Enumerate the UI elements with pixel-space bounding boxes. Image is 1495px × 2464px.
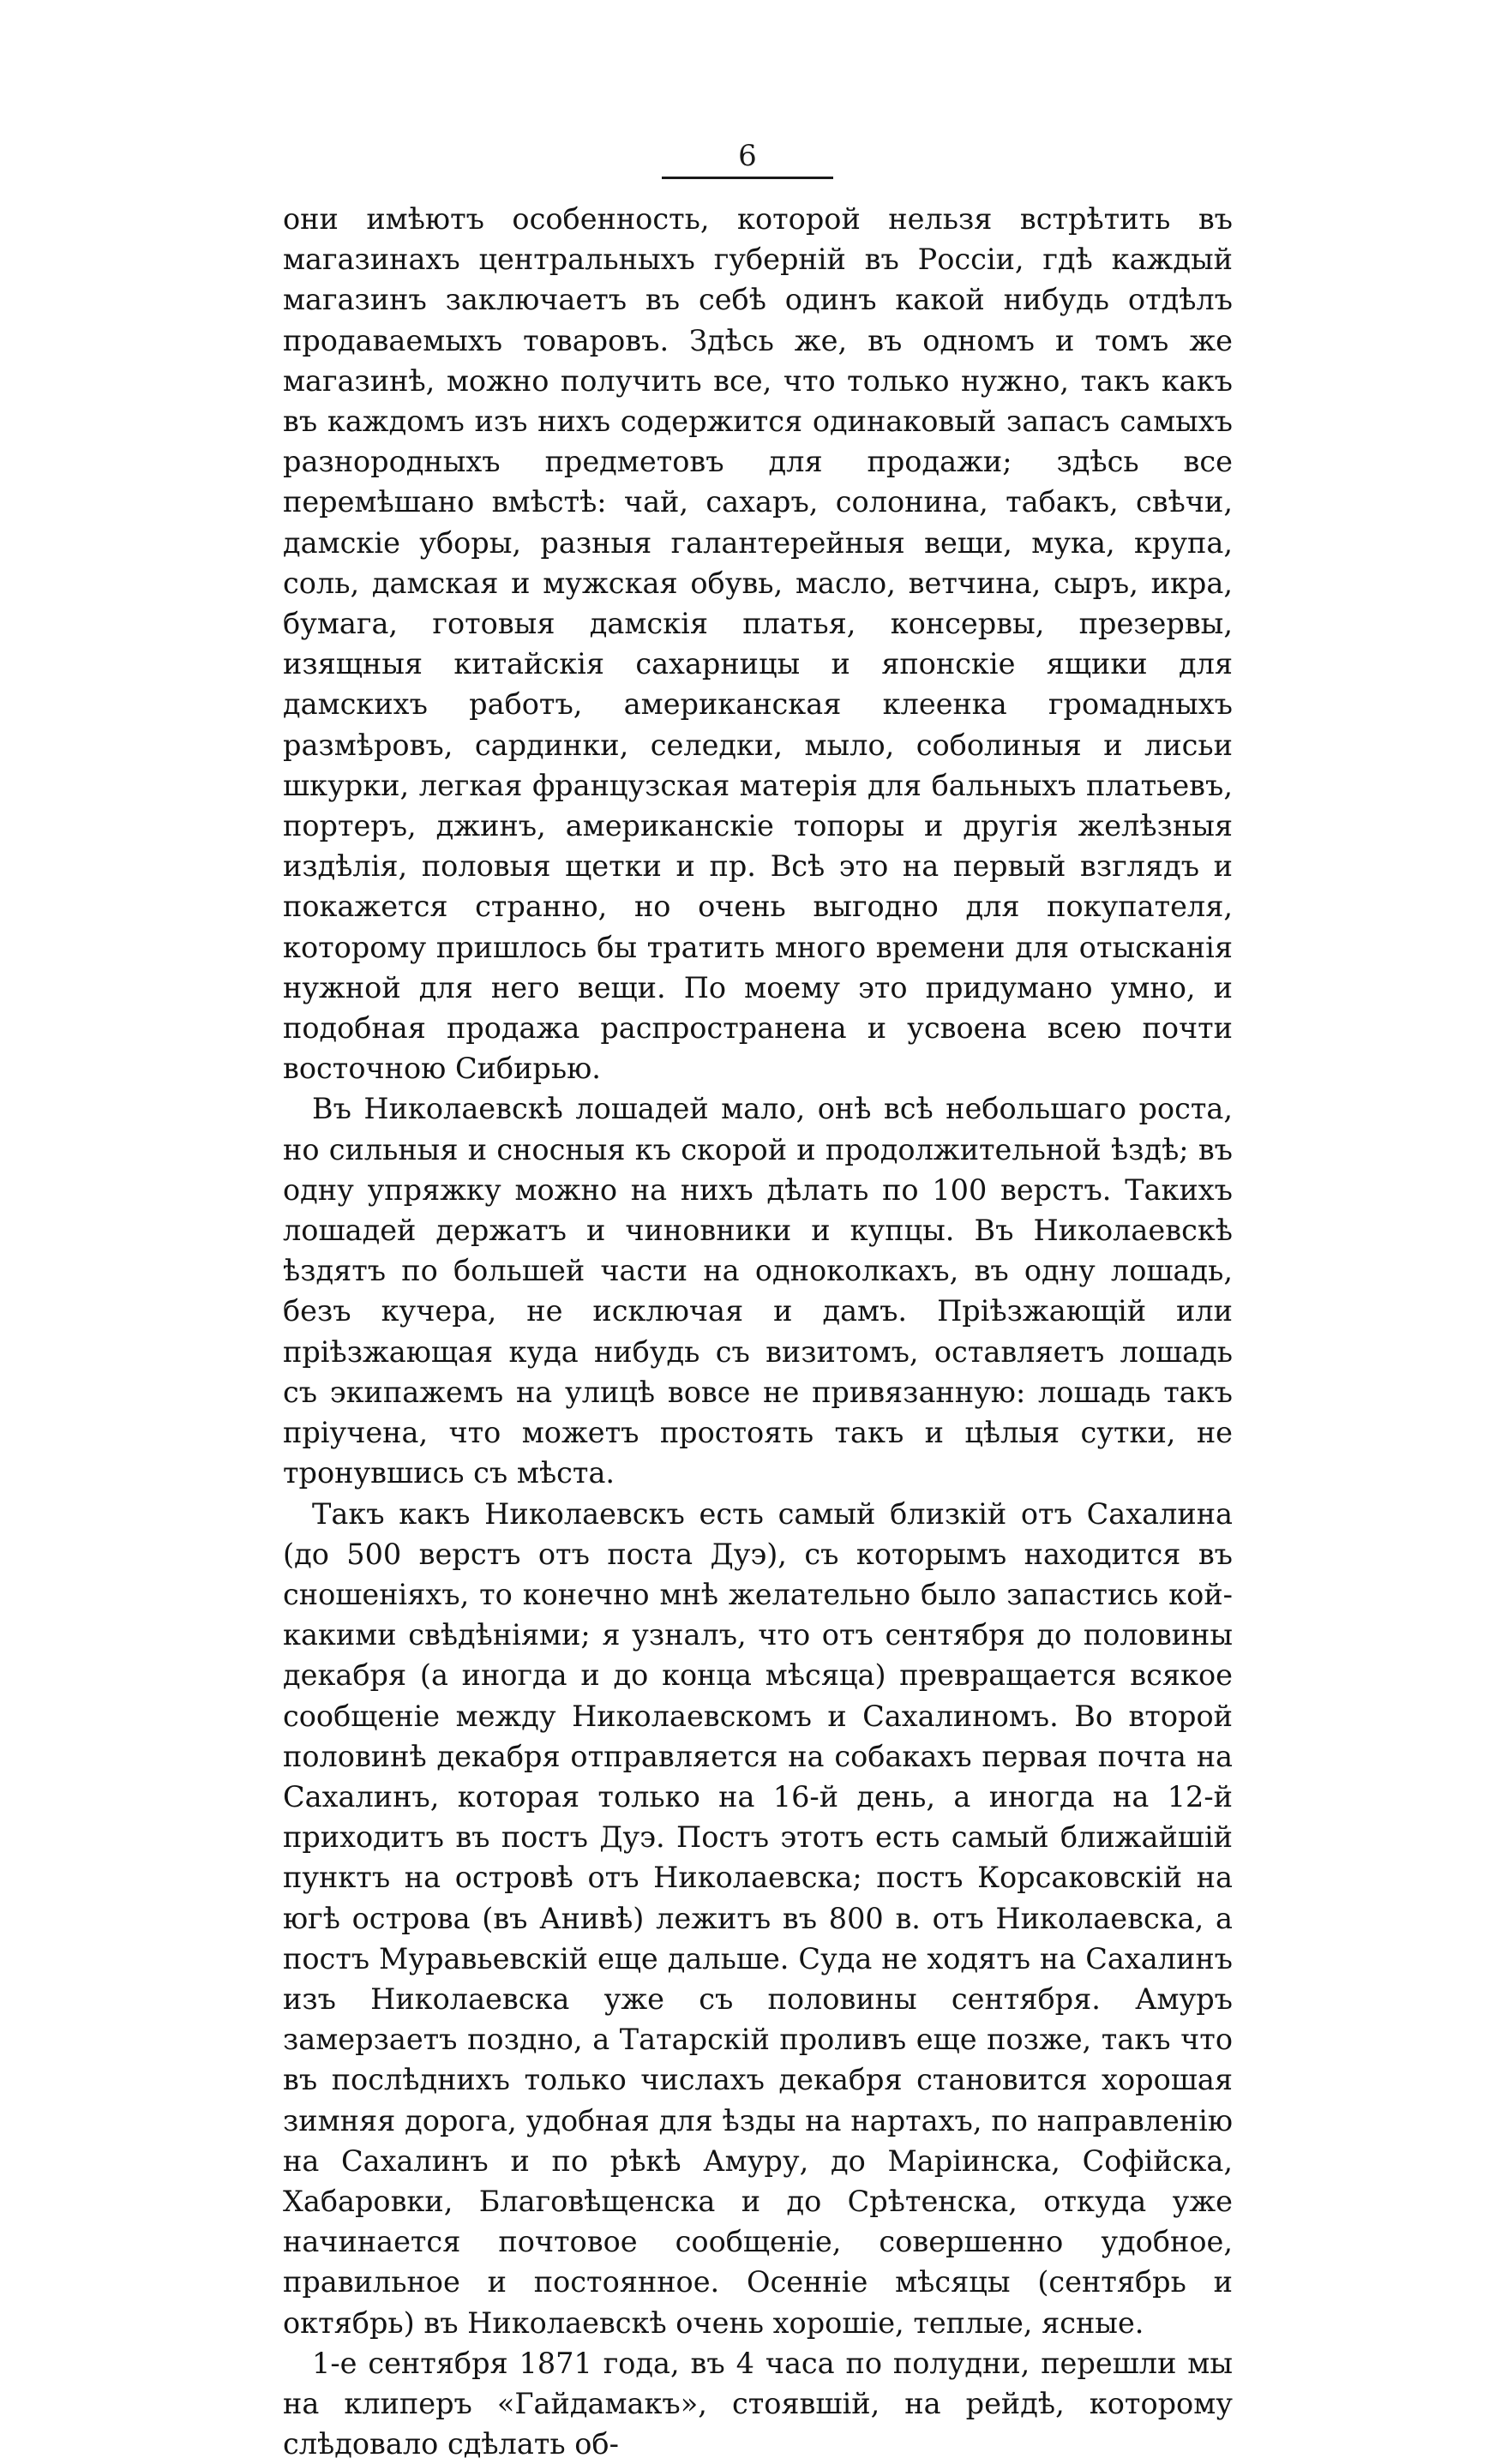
body-text xyxy=(283,199,1233,2464)
paragraph-horses: Въ Николаевскѣ лошадей мало, онѣ всѣ небольшаго роста, но сильныя и сносныя къ скорой и продолжительной ѣздѣ; въ одну упряжку можно на нихъ дѣлать по 100 верстъ. Такихъ лошадей держатъ и чиновники и купцы. Въ Николаевскѣ ѣздятъ по большей части на одноколкахъ, въ одну лошадь, безъ кучера, не исключая и дамъ. Пріѣзжающій или пріѣзжающая куда нибудь съ визитомъ, оставляетъ лошадь съ экипажемъ на улицѣ вовсе не привязанную: лошадь такъ пріучена, что можетъ простоять такъ и цѣлыя сутки, не тронувшись съ мѣста. xyxy=(283,1092,1233,1490)
page-number: 6 xyxy=(662,139,833,179)
paragraph-continuation: они имѣютъ особенность, которой нельзя встрѣтить въ магазинахъ центральныхъ губерній въ Россіи, гдѣ каждый магазинъ заключаетъ въ себѣ одинъ какой нибудь отдѣлъ продаваемыхъ товаровъ. Здѣсь же, въ одномъ и томъ же магазинѣ, можно получить все, что только нужно, такъ какъ въ каждомъ изъ нихъ содержится одинаковый запасъ самыхъ разнородныхъ предметовъ для продажи; здѣсь все перемѣшано вмѣстѣ: чай, сахаръ, солонина, табакъ, свѣчи, дамскіе уборы, разныя галантерейныя вещи, мука, крупа, соль, дамская и мужская обувь, масло, ветчина, сыръ, икра, бумага, готовыя дамскія платья, консервы, презервы, изящныя китайскія сахарницы и японскіе ящики для дамскихъ работъ, американская клеенка громадныхъ размѣровъ, сардинки, селедки, мыло, соболиныя и лисьи шкурки, легкая французская матерія для бальныхъ платьевъ, портеръ, джинъ, американскіе топоры и другія желѣзныя издѣлія, половыя щетки и пр. Всѣ это на первый взглядъ и покажется странно, но очень выгодно для покупателя, которому пришлось бы тратить много времени для отысканія нужной для него вещи. По моему это придумано умно, и подобная продажа распространена и усвоена всею почти восточною Сибирью. xyxy=(283,202,1233,1086)
paragraph-sakhalin: Такъ какъ Николаевскъ есть самый близкій отъ Сахалина (до 500 верстъ отъ поста Дуэ), съ которымъ находится въ сношеніяхъ, то конечно мнѣ желательно было запастись кой-какими свѣдѣніями; я узналъ, что отъ сентября до половины декабря (а иногда и до конца мѣсяца) превращается всякое сообщеніе между Николаевскомъ и Сахалиномъ. Во второй половинѣ декабря отправляется на собакахъ первая почта на Сахалинъ, которая только на 16-й день, а иногда на 12-й приходитъ въ постъ Дуэ. Постъ этотъ есть самый ближайшій пунктъ на островѣ отъ Николаевска; постъ Корсаковскій на югѣ острова (въ Анивѣ) лежитъ въ 800 в. отъ Николаевска, а постъ Муравьевскій еще дальше. Суда не ходятъ на Сахалинъ изъ Николаевска уже съ половины сентября. Амуръ замерзаетъ поздно, а Татарскій проливъ еще позже, такъ что въ послѣднихъ только числахъ декабря становится хорошая зимняя дорога, удобная для ѣзды на нартахъ, по направленію на Сахалинъ и по рѣкѣ Амуру, до Маріинска, Софійска, Хабаровки, Благовѣщенска и до Срѣтенска, откуда уже начинается почтовое сообщеніе, совершенно удобное, правильное и постоянное. Осеннiе мѣсяцы (сентябрь и октябрь) въ Николаевскѣ очень хорошіе, теплые, ясные. xyxy=(283,1496,1233,2340)
paragraph-september: 1-е сентября 1871 года, въ 4 часа по полудни, перешли мы на клиперъ «Гайдамакъ», стоявшій, на рейдѣ, которому слѣдовало сдѣлать об- xyxy=(283,2346,1233,2461)
